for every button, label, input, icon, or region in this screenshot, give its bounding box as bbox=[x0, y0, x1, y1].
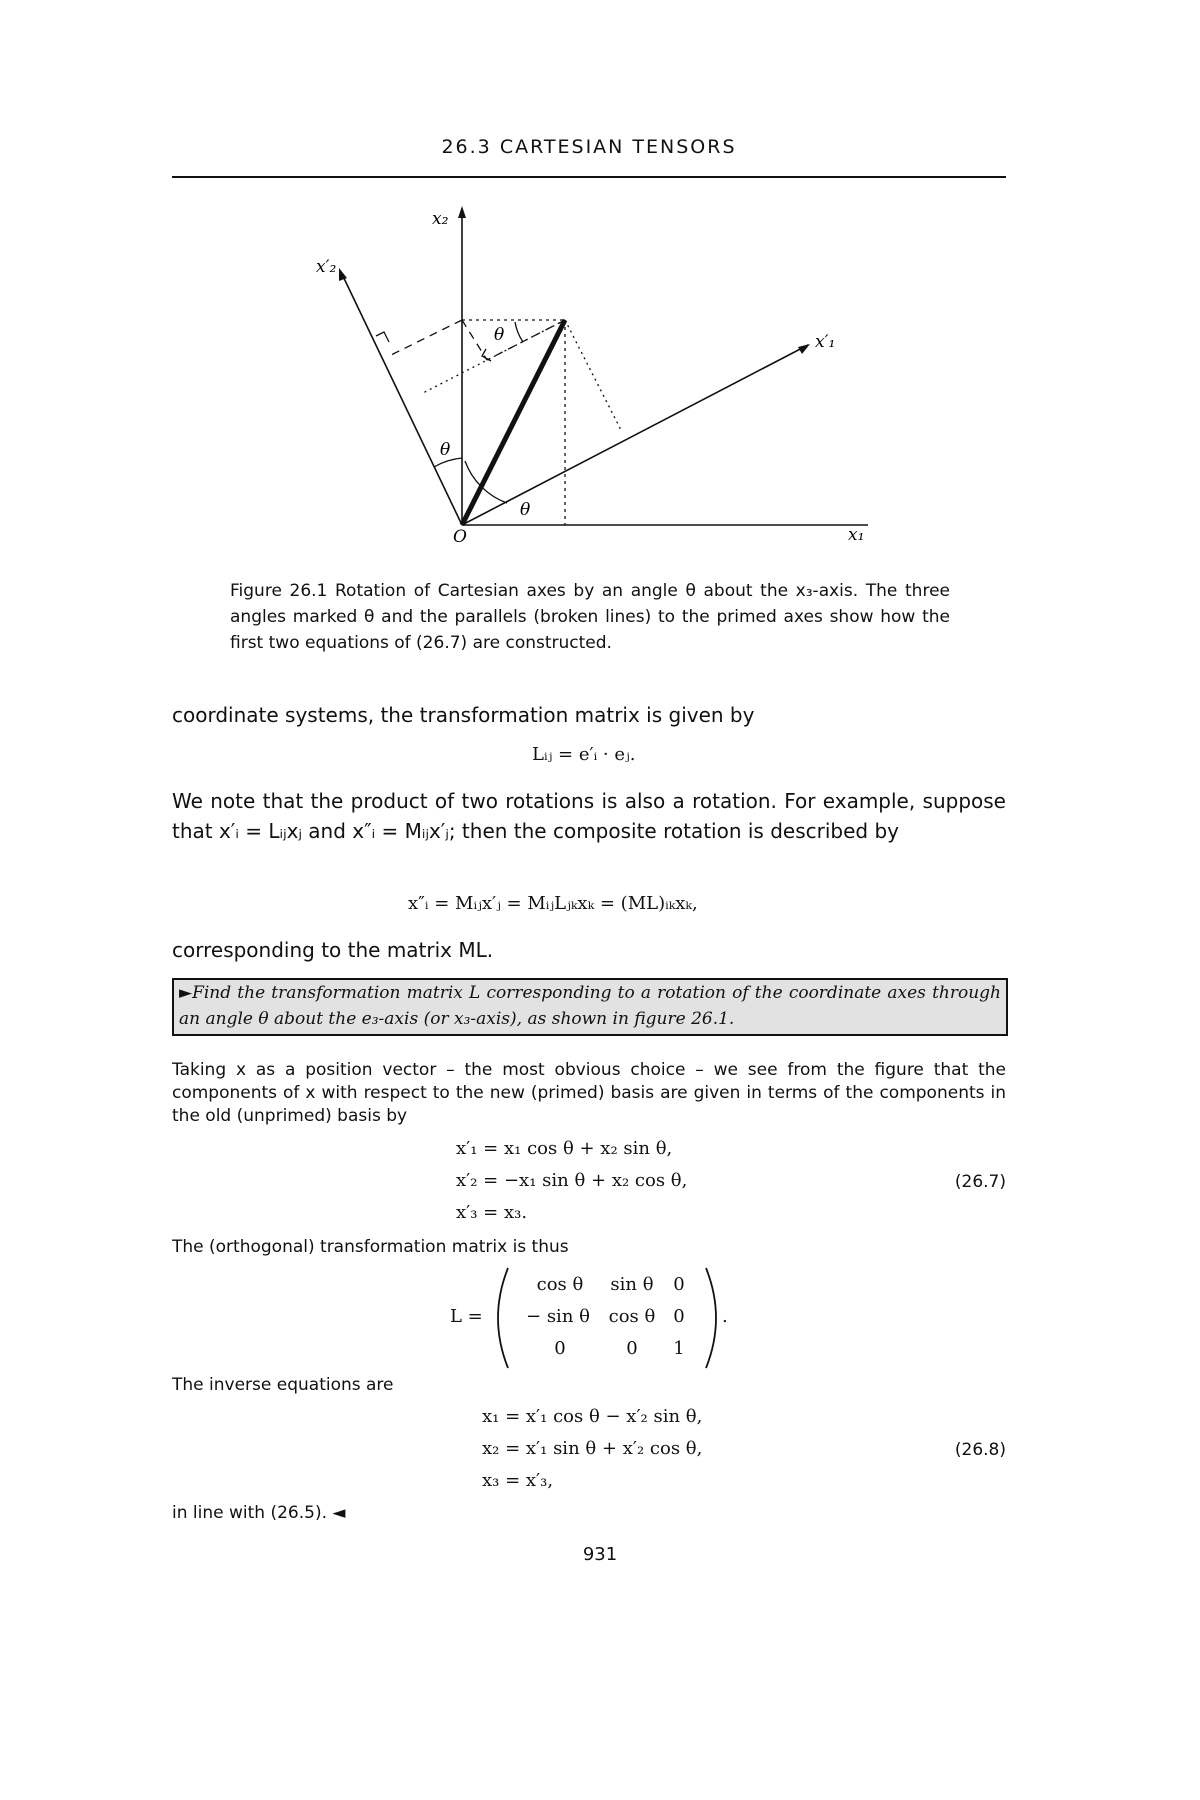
matrix-cell: sin θ bbox=[610, 1274, 654, 1295]
page-number: 931 bbox=[582, 1544, 618, 1565]
paragraph-5: The (orthogonal) transformation matrix is thus bbox=[172, 1237, 569, 1257]
matrix-cell: cos θ bbox=[608, 1306, 656, 1327]
eq-26-7-line-1: x′₁ = x₁ cos θ + x₂ sin θ, bbox=[456, 1138, 673, 1159]
label-theta-top: θ bbox=[494, 325, 505, 345]
figure-caption: Figure 26.1 Rotation of Cartesian axes by an angle θ about the x₃-axis. The three angles marked θ and the parallels (broken lines) to the primed axes show how the first two equations of (26.7) are constructed. bbox=[230, 581, 950, 653]
paragraph-7: in line with (26.5). ◄ bbox=[172, 1503, 346, 1523]
eq-26-8-line-2: x₂ = x′₁ sin θ + x′₂ cos θ, bbox=[482, 1438, 703, 1459]
paragraph-3: corresponding to the matrix ML. bbox=[172, 938, 494, 962]
equation-L: Lᵢⱼ = e′ᵢ · eⱼ. bbox=[532, 744, 636, 765]
paragraph-2: We note that the product of two rotations is also a rotation. For example, suppose that x′ᵢ = Lᵢⱼxⱼ and x″ᵢ = Mᵢⱼx′ⱼ; then the composite rotation is described by bbox=[172, 789, 1006, 843]
eq-26-7-number: (26.7) bbox=[954, 1172, 1006, 1192]
matrix-cell: 0 bbox=[554, 1338, 566, 1359]
eq-26-8-line-1: x₁ = x′₁ cos θ − x′₂ sin θ, bbox=[482, 1406, 703, 1427]
paragraph-4: Taking x as a position vector – the most obvious choice – we see from the figure that the components of x with respect to the new (primed) basis are given in terms of the components in the old (unprimed) basis by bbox=[172, 1060, 1006, 1126]
matrix-cell: cos θ bbox=[536, 1274, 584, 1295]
label-x2p: x′₂ bbox=[316, 257, 337, 277]
label-theta-left: θ bbox=[440, 440, 451, 460]
eq-26-7-line-3: x′₃ = x₃. bbox=[456, 1202, 528, 1223]
matrix-cell: 0 bbox=[673, 1274, 685, 1295]
matrix-cell: − sin θ bbox=[526, 1306, 590, 1327]
running-header: 26.3 CARTESIAN TENSORS bbox=[441, 136, 737, 158]
matrix-cell: 0 bbox=[673, 1306, 685, 1327]
matrix-cell: 1 bbox=[673, 1338, 685, 1359]
matrix-end: . bbox=[722, 1306, 728, 1327]
label-theta-bottom: θ bbox=[520, 500, 531, 520]
label-x1p: x′₁ bbox=[815, 332, 836, 352]
eq-26-8-line-3: x₃ = x′₃, bbox=[482, 1470, 554, 1491]
matrix-lhs: L = bbox=[450, 1306, 483, 1327]
label-x1: x₁ bbox=[848, 525, 865, 545]
label-x2: x₂ bbox=[432, 209, 449, 229]
example-box: ►Find the transformation matrix L corresponding to a rotation of the coordinate axes through an angle θ about the e₃-axis (or x₃-axis), as shown in figure 26.1. bbox=[172, 978, 1008, 1036]
paragraph-6: The inverse equations are bbox=[172, 1375, 394, 1395]
eq-26-7-line-2: x′₂ = −x₁ sin θ + x₂ cos θ, bbox=[456, 1170, 688, 1191]
eq-26-8-number: (26.8) bbox=[954, 1440, 1006, 1460]
label-origin: O bbox=[453, 527, 467, 547]
matrix-cell: 0 bbox=[626, 1338, 638, 1359]
equation-composite: x″ᵢ = Mᵢⱼx′ⱼ = MᵢⱼLⱼₖxₖ = (ML)ᵢₖxₖ, bbox=[408, 893, 698, 914]
paragraph-1: coordinate systems, the transformation matrix is given by bbox=[172, 703, 755, 727]
